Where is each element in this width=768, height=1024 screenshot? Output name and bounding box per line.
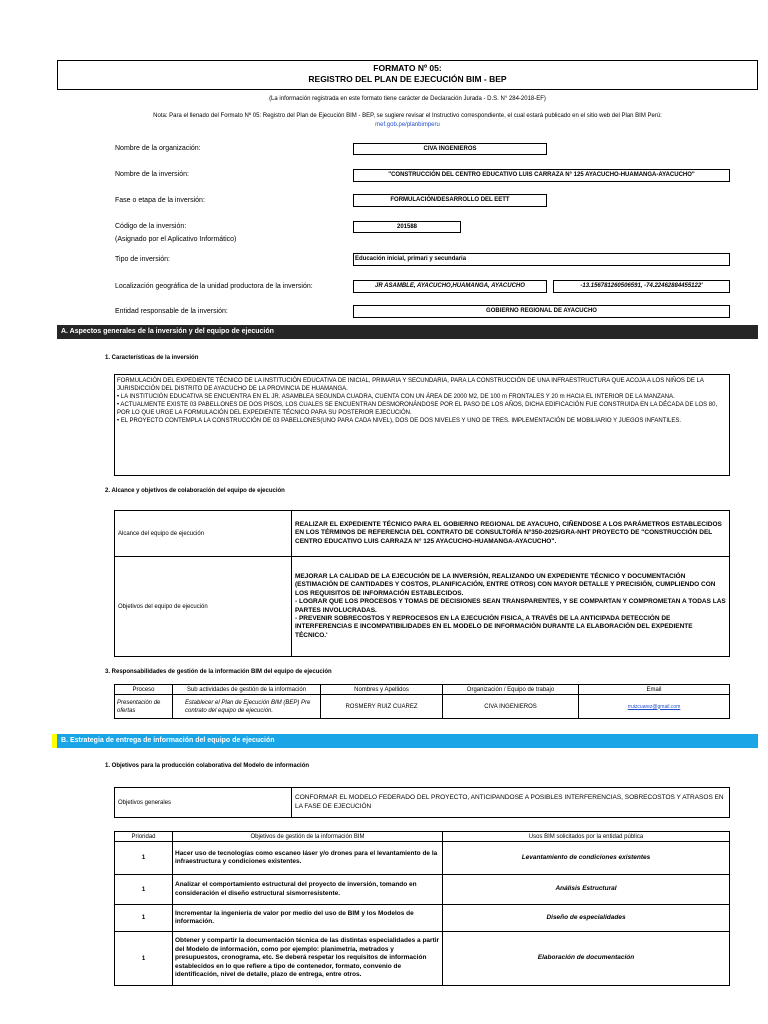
column-header: Objetivos de gestión de la información BIM [173, 832, 443, 842]
objective-item: MEJORAR LA CALIDAD DE LA EJECUCIÓN DE LA INVERSIÓN, REALIZANDO UN EXPEDIENTE TÉCNICO Y DOCUMENTACIÓN (ESTIMACIÓN DE CANTIDADES Y COSTOS, PLANIFICACIÓN, ENTRE OTROS) CON MAYOR DETALLE Y PRECISIÓN, CUMPLIENDO CON LOS REQUISITOS DE INFORMACIÓN ESTABLECIDOS. [295, 572, 716, 597]
location-coordinates: -13.156781260506591, -74.22462884455122' [553, 280, 730, 293]
column-header: Nombres y Apellidos [321, 685, 443, 695]
process-cell: Presentación de ofertas [115, 695, 173, 719]
form-title-box [57, 60, 758, 90]
investment-characteristics [114, 374, 730, 476]
form-title: REGISTRO DEL PLAN DE EJECUCIÓN BIM - BEP [308, 74, 507, 84]
general-objectives-value: CONFORMAR EL MODELO FEDERADO DEL PROYECTO, ANTICIPANDOSE A POSIBLES INTERFERENCIAS, SOBRECOSTOS Y ATRASOS EN LA FASE DE EJECUCIÓN [292, 788, 730, 818]
planbim-link[interactable]: mef.gob.pe/planbimperu [375, 122, 440, 128]
person-name-cell: ROSMERY RUIZ CUAREZ [321, 695, 443, 719]
table-row [115, 695, 730, 719]
table-row [115, 932, 730, 986]
table-row [115, 557, 730, 657]
section-b-title: B. Estrategia de entrega de información del equipo de ejecución [61, 737, 275, 744]
responsibilities-table [114, 684, 730, 719]
bim-use-cell: Elaboración de documentación [443, 932, 730, 986]
bim-objective-cell: Incrementar la ingeniería de valor por medio del uso de BIM y los Modelos de información. [173, 905, 443, 932]
investment-name-value: "CONSTRUCCIÓN DEL CENTRO EDUCATIVO LUIS CARRAZA N° 125 AYACUCHO-HUAMANGA-AYACUCHO" [353, 169, 730, 182]
code-value: 201588 [353, 221, 461, 233]
section-a1-title: 1. Características de la inversión [105, 355, 199, 361]
bim-use-cell: Diseño de especialidades [443, 905, 730, 932]
bim-uses-table [114, 831, 730, 986]
objective-item: - LOGRAR QUE LOS PROCESOS Y TOMAS DE DECISIONES SEAN TRANSPARENTES, Y SE COMPARTAN Y COMPROMETAN A TODAS LAS PARTES INVOLUCRADAS. [295, 598, 726, 614]
table-row [115, 788, 730, 818]
section-a2-title: 2. Alcance y objetivos de colaboración del equipo de ejecución [105, 488, 285, 494]
email-link[interactable]: rruizcuarez@gmail.com [579, 695, 730, 719]
entity-label: Entidad responsable de la inversión: [115, 308, 228, 315]
type-value: Educación inicial, primari y secundaria [353, 253, 730, 266]
table-row [115, 511, 730, 557]
code-label: Código de la inversión: [115, 223, 187, 230]
phase-value: FORMULACIÓN/DESARROLLO DEL EETT [353, 194, 547, 207]
org-label: Nombre de la organización: [115, 145, 201, 152]
priority-cell: 1 [115, 932, 173, 986]
bim-objective-cell: Obtener y compartir la documentación técnica de las distintas especialidades a partir del Modelo de información, como por ejemplo: planimetría, metrados y presupuestos, cronograma, etc. Se deberá respetar los requisitos de información establecidos en lo que refiere a tipo de contenedor, formato, convenio de identificación, nivel de detalle, plazo de entrega, entre otros. [173, 932, 443, 986]
objectives-label: Objetivos del equipo de ejecución [115, 557, 292, 657]
location-label: Localización geográfica de la unidad productora de la inversión: [115, 283, 313, 290]
priority-cell: 1 [115, 905, 173, 932]
scope-value: REALIZAR EL EXPEDIENTE TÉCNICO PARA EL GOBIERNO REGIONAL DE AYACUHO, CIÑENDOSE A LOS PARÁMETROS ESTABLECIDOS EN LOS TÉRMINOS DE REFERENCIA DEL CONTRATO DE CONSULTORÍA N°350-2025/GRA-NHT PROYECTO DE "CONSTRUCCIÓN DEL CENTRO EDUCATIVO LUIS CARRAZA N° 125 AYACUCHO-HUAMANGA-AYACUCHO". [292, 511, 730, 557]
phase-label: Fase o etapa de la inversión: [115, 197, 205, 204]
subactivity-cell: Establecer el Plan de Ejecución BIM (BEP) Pre contrato del equipo de ejecución. [173, 695, 321, 719]
instructions-note: Nota: Para el llenado del Formato Nº 05: Registro del Plan de Ejecución BIM - BEP, se sugiere revisar el Instructivo correspondiente, el cual estará publicado en el sitio web del Plan BIM Perú: [153, 113, 662, 119]
type-label: Tipo de inversión: [115, 256, 170, 263]
section-b1-title: 1. Objetivos para la producción colaborativa del Modelo de información [105, 763, 310, 769]
characteristics-paragraph: • ACTUALMENTE EXISTE 03 PABELLONES DE DOS PISOS, LOS CUALES SE ENCUENTRAN DESMORONÁNDOSE POR EL PASO DE LOS AÑOS, DICHA EDIFICACIÓN FUE CONSTRUIDA EN LA DÉCADA DE LOS 80, POR LO QUE URGE LA FORMULACIÓN DEL EXPEDIENTE TÉCNICO PARA SU POSTERIOR EJECUCIÓN. [117, 402, 718, 416]
form-number: FORMATO Nº 05: [373, 63, 442, 73]
bim-use-cell: Análisis Estructural [443, 875, 730, 905]
bim-objective-cell: Analizar el comportamiento estructural del proyecto de inversión, tomando en consideración el diseño estructural sismorresistente. [173, 875, 443, 905]
characteristics-paragraph: • EL PROYECTO CONTEMPLA LA CONSTRUCCIÓN DE 03 PABELLONES(UNO PARA CADA NIVEL), DOS DE DOS NIVELES Y UNO DE TRES. IMPLEMENTACIÓN DE MOBILIARIO Y JUEGOS INFANTILES. [117, 418, 682, 424]
objectives-value [292, 557, 730, 657]
column-header: Organización / Equipo de trabajo [443, 685, 579, 695]
characteristics-paragraph: • LA INSTITUCIÓN EDUCATIVA SE ENCUENTRA EN EL JR. ASAMBLEA SEGUNDA CUADRA, CUENTA CON UN ÁREA DE 2000 M2, DE 100 m FRONTALES Y 20 m HACIA EL INTERIOR DE LA MANZANA. [117, 394, 675, 400]
column-header: Usos BIM solicitados por la entidad pública [443, 832, 730, 842]
code-sublabel: (Asignado por el Aplicativo Informático) [115, 236, 237, 243]
general-objectives-table [114, 787, 730, 818]
column-header: Proceso [115, 685, 173, 695]
bim-use-cell: Levantamiento de condiciones existentes [443, 842, 730, 875]
table-row [115, 905, 730, 932]
section-a-title: A. Aspectos generales de la inversión y del equipo de ejecución [61, 328, 274, 335]
declaration-note: (La información registrada en este formato tiene carácter de Declaración Jurada - D.S. N° 284-2018-EF) [269, 96, 546, 102]
scope-objectives-table [114, 510, 730, 657]
investment-name-label: Nombre de la inversión: [115, 171, 189, 178]
characteristics-paragraph: FORMULACIÓN DEL EXPEDIENTE TÉCNICO DE LA INSTITUCIÓN EDUCATIVA DE INICIAL, PRIMARIA Y SECUNDARIA, PARA LA CONSTRUCCIÓN DE UNA INFRAESTRUCTURA QUE ACOJA A LOS NIÑOS DE LA JURISDICCIÓN DEL DISTRITO DE AYACUCHO DE LA PROVINCIA DE HUAMANGA. [117, 378, 704, 392]
column-header: Prioridad [115, 832, 173, 842]
table-row [115, 875, 730, 905]
location-address: JR ASAMBLE, AYACUCHO,HUAMANGA, AYACUCHO [353, 280, 547, 293]
table-row [115, 842, 730, 875]
priority-cell: 1 [115, 875, 173, 905]
table-header-row [115, 832, 730, 842]
table-header-row [115, 685, 730, 695]
column-header: Sub actividades de gestión de la información [173, 685, 321, 695]
organization-cell: CIVA INGENIEROS [443, 695, 579, 719]
section-b-bar [57, 734, 758, 748]
org-value: CIVA INGENIEROS [353, 143, 547, 155]
general-objectives-label: Objetivos generales [115, 788, 292, 818]
bim-objective-cell: Hacer uso de tecnologías como escaneo láser y/o drones para el levantamiento de la infraestructura y condiciones existentes. [173, 842, 443, 875]
section-a-bar [57, 325, 758, 339]
section-a3-title: 3. Responsabilidades de gestión de la información BIM del equipo de ejecución [105, 669, 332, 675]
column-header: Email [579, 685, 730, 695]
objective-item: - PREVENIR SOBRECOSTOS Y REPROCESOS EN LA EJECUCIÓN FISICA, A TRAVÉS DE LA ANTICIPADA DETECCIÓN DE INTERFERENCIAS E INCOMPATIBILIDADES EN EL MODELO DE INFORMACIÓN DURANTE LA ELABORACIÓN DEL EXPEDIENTE TÉCNICO.' [295, 614, 693, 639]
entity-value: GOBIERNO REGIONAL DE AYACUCHO [353, 305, 730, 318]
priority-cell: 1 [115, 842, 173, 875]
scope-label: Alcance del equipo de ejecución [115, 511, 292, 557]
